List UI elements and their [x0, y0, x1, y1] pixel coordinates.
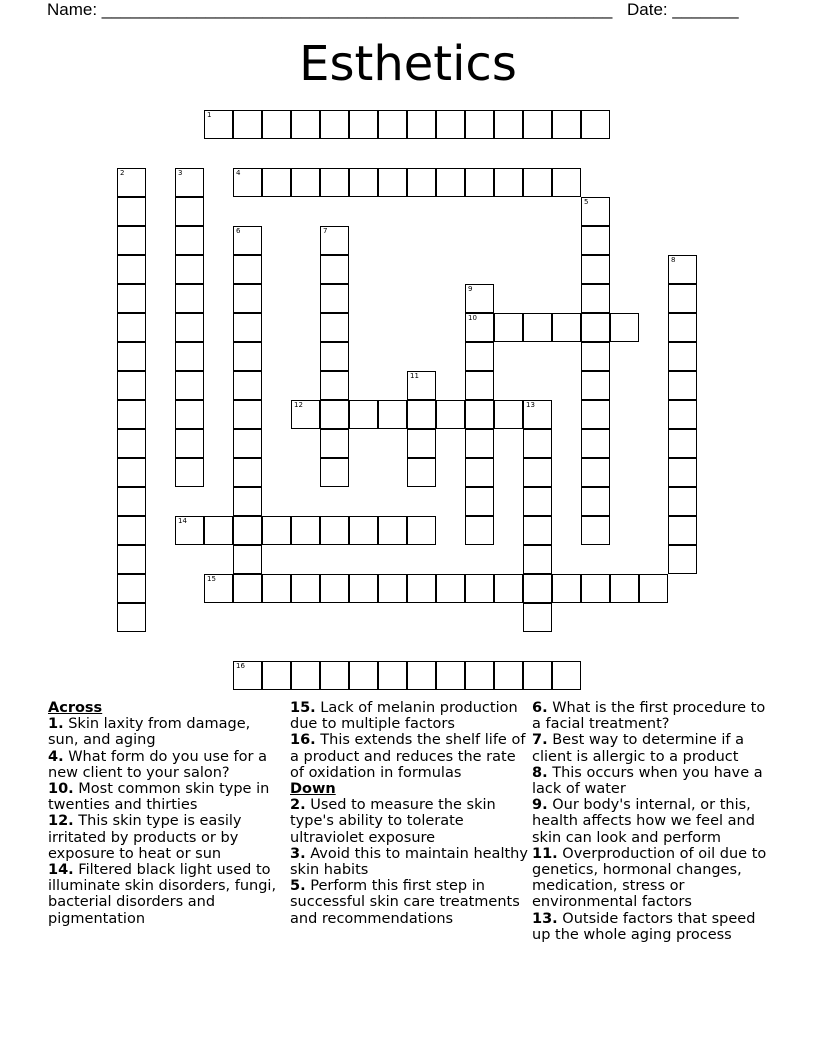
down-clue: 3. Avoid this to maintain healthy skin habits — [290, 845, 528, 879]
grid-cell[interactable] — [407, 168, 436, 197]
grid-cell[interactable] — [262, 168, 291, 197]
grid-cell[interactable] — [320, 313, 349, 342]
puzzle-title: Esthetics — [299, 36, 517, 92]
clue-number: 10 — [468, 314, 477, 322]
grid-cell[interactable] — [320, 168, 349, 197]
grid-cell[interactable] — [465, 371, 494, 400]
grid-cell[interactable] — [552, 168, 581, 197]
grid-cell[interactable] — [204, 110, 233, 139]
grid-cell[interactable] — [581, 197, 610, 226]
across-clue: 1. Skin laxity from damage, sun, and aging — [48, 716, 251, 749]
clues-column-2 — [290, 700, 528, 927]
grid-cell[interactable] — [378, 661, 407, 690]
grid-cell[interactable] — [407, 429, 436, 458]
across-clue: 15. Lack of melanin production due to multiple factors — [290, 700, 518, 733]
clue-number: 12 — [294, 401, 303, 409]
grid-cell[interactable] — [320, 110, 349, 139]
grid-cell[interactable] — [262, 661, 291, 690]
grid-cell[interactable] — [291, 110, 320, 139]
grid-cell[interactable] — [233, 110, 262, 139]
grid-cell[interactable] — [494, 400, 523, 429]
grid-cell[interactable] — [523, 574, 552, 603]
down-heading: Down — [290, 781, 336, 798]
clue-number: 9 — [468, 285, 473, 293]
grid-cell[interactable] — [117, 168, 146, 197]
grid-cell[interactable] — [407, 458, 436, 487]
grid-cell[interactable] — [349, 574, 378, 603]
grid-cell[interactable] — [581, 400, 610, 429]
grid-cell[interactable] — [407, 516, 436, 545]
grid-cell[interactable] — [523, 458, 552, 487]
grid-cell[interactable] — [349, 661, 378, 690]
across-clue: 4. What form do you use for a new client to your salon? — [48, 748, 267, 781]
clue-number: 11 — [410, 372, 419, 380]
grid-cell[interactable] — [117, 487, 146, 516]
grid-cell[interactable] — [378, 400, 407, 429]
grid-cell[interactable] — [523, 487, 552, 516]
grid-cell[interactable] — [320, 284, 349, 313]
grid-cell[interactable] — [262, 516, 291, 545]
grid-cell[interactable] — [668, 255, 697, 284]
grid-cell[interactable] — [117, 458, 146, 487]
grid-cell[interactable] — [436, 574, 465, 603]
clues-column-3 — [532, 700, 772, 943]
across-clue: 16. This extends the shelf life of a product and reduces the rate of oxidation in formulas — [290, 732, 526, 781]
grid-cell[interactable] — [233, 516, 262, 545]
grid-cell[interactable] — [436, 110, 465, 139]
grid-cell[interactable] — [233, 255, 262, 284]
grid-cell[interactable] — [233, 400, 262, 429]
grid-cell[interactable] — [668, 429, 697, 458]
clue-number: 13 — [526, 401, 535, 409]
grid-cell[interactable] — [349, 516, 378, 545]
clue-number: 6 — [236, 227, 241, 235]
grid-cell[interactable] — [233, 284, 262, 313]
grid-cell[interactable] — [117, 226, 146, 255]
grid-cell[interactable] — [233, 371, 262, 400]
grid-cell[interactable] — [175, 458, 204, 487]
grid-cell[interactable] — [117, 545, 146, 574]
grid-cell[interactable] — [465, 342, 494, 371]
grid-cell[interactable] — [262, 574, 291, 603]
clue-number: 15 — [207, 575, 216, 583]
grid-cell[interactable] — [233, 458, 262, 487]
grid-cell[interactable] — [175, 429, 204, 458]
grid-cell[interactable] — [117, 284, 146, 313]
grid-cell[interactable] — [639, 574, 668, 603]
clues-column-1 — [48, 700, 278, 927]
grid-cell[interactable] — [117, 574, 146, 603]
grid-cell[interactable] — [175, 342, 204, 371]
grid-cell[interactable] — [320, 255, 349, 284]
grid-cell[interactable] — [291, 400, 320, 429]
clue-number: 16 — [236, 662, 245, 670]
grid-cell[interactable] — [117, 371, 146, 400]
grid-cell[interactable] — [668, 313, 697, 342]
date-field-line: Date: _______ — [627, 0, 739, 19]
grid-cell[interactable] — [320, 342, 349, 371]
down-clue: 13. Outside factors that speed up the whole aging process — [532, 910, 756, 943]
grid-cell[interactable] — [407, 371, 436, 400]
grid-cell[interactable] — [436, 661, 465, 690]
grid-cell[interactable] — [378, 110, 407, 139]
grid-cell[interactable] — [581, 574, 610, 603]
grid-cell[interactable] — [668, 284, 697, 313]
clue-number: 1 — [207, 111, 212, 119]
grid-cell[interactable] — [465, 661, 494, 690]
across-clue: 10. Most common skin type in twenties and thirties — [48, 781, 270, 814]
grid-cell[interactable] — [465, 284, 494, 313]
grid-cell[interactable] — [117, 429, 146, 458]
grid-cell[interactable] — [117, 342, 146, 371]
across-clue: 14. Filtered black light used to illuminate skin disorders, fungi, bacterial disorders and pigmentation — [48, 862, 277, 927]
grid-cell[interactable] — [117, 603, 146, 632]
grid-cell[interactable] — [204, 516, 233, 545]
grid-cell[interactable] — [320, 429, 349, 458]
clue-number: 8 — [671, 256, 676, 264]
down-clue: 8. This occurs when you have a lack of water — [532, 764, 763, 798]
grid-cell[interactable] — [407, 661, 436, 690]
grid-cell[interactable] — [494, 313, 523, 342]
grid-cell[interactable] — [175, 371, 204, 400]
grid-cell[interactable] — [581, 313, 610, 342]
grid-cell[interactable] — [233, 661, 262, 690]
grid-cell[interactable] — [581, 458, 610, 487]
grid-cell[interactable] — [204, 574, 233, 603]
grid-cell[interactable] — [523, 168, 552, 197]
down-clue: 5. Perform this first step in successful skin care treatments and recommendations — [290, 878, 520, 927]
grid-cell[interactable] — [552, 110, 581, 139]
grid-cell[interactable] — [668, 371, 697, 400]
grid-cell[interactable] — [523, 313, 552, 342]
grid-cell[interactable] — [668, 458, 697, 487]
grid-cell[interactable] — [581, 255, 610, 284]
grid-cell[interactable] — [320, 458, 349, 487]
grid-cell[interactable] — [175, 226, 204, 255]
grid-cell[interactable] — [233, 342, 262, 371]
grid-cell[interactable] — [175, 255, 204, 284]
grid-cell[interactable] — [262, 110, 291, 139]
grid-cell[interactable] — [117, 516, 146, 545]
grid-cell[interactable] — [610, 313, 639, 342]
grid-cell[interactable] — [175, 197, 204, 226]
grid-cell[interactable] — [523, 516, 552, 545]
grid-cell[interactable] — [320, 226, 349, 255]
grid-cell[interactable] — [581, 516, 610, 545]
grid-cell[interactable] — [581, 429, 610, 458]
grid-cell[interactable] — [523, 545, 552, 574]
grid-cell[interactable] — [465, 110, 494, 139]
grid-cell[interactable] — [668, 487, 697, 516]
grid-cell[interactable] — [610, 574, 639, 603]
grid-cell[interactable] — [523, 110, 552, 139]
clue-number: 14 — [178, 517, 187, 525]
grid-cell[interactable] — [552, 574, 581, 603]
grid-cell[interactable] — [581, 284, 610, 313]
grid-cell[interactable] — [436, 168, 465, 197]
grid-cell[interactable] — [320, 661, 349, 690]
grid-cell[interactable] — [291, 574, 320, 603]
grid-cell[interactable] — [175, 313, 204, 342]
grid-cell[interactable] — [668, 400, 697, 429]
grid-cell[interactable] — [233, 313, 262, 342]
grid-cell[interactable] — [378, 516, 407, 545]
grid-cell[interactable] — [552, 661, 581, 690]
down-clue: 7. Best way to determine if a client is allergic to a product — [532, 732, 744, 765]
grid-cell[interactable] — [465, 487, 494, 516]
grid-cell[interactable] — [465, 313, 494, 342]
clue-number: 5 — [584, 198, 589, 206]
grid-cell[interactable] — [117, 313, 146, 342]
grid-cell[interactable] — [175, 284, 204, 313]
grid-cell[interactable] — [465, 516, 494, 545]
grid-cell[interactable] — [349, 168, 378, 197]
grid-cell[interactable] — [320, 400, 349, 429]
grid-cell[interactable] — [291, 661, 320, 690]
grid-cell[interactable] — [523, 429, 552, 458]
grid-cell[interactable] — [291, 516, 320, 545]
grid-cell[interactable] — [349, 400, 378, 429]
grid-cell[interactable] — [668, 545, 697, 574]
across-clue: 12. This skin type is easily irritated by products or by exposure to heat or sun — [48, 813, 242, 862]
grid-cell[interactable] — [494, 110, 523, 139]
grid-cell[interactable] — [668, 516, 697, 545]
name-field-line: Name: ______________________________________________________ — [47, 0, 613, 19]
grid-cell[interactable] — [175, 168, 204, 197]
grid-cell[interactable] — [175, 400, 204, 429]
grid-cell[interactable] — [465, 458, 494, 487]
grid-cell[interactable] — [320, 371, 349, 400]
grid-cell[interactable] — [465, 168, 494, 197]
grid-cell[interactable] — [581, 371, 610, 400]
grid-cell[interactable] — [320, 574, 349, 603]
grid-cell[interactable] — [494, 168, 523, 197]
grid-cell[interactable] — [233, 487, 262, 516]
grid-cell[interactable] — [494, 661, 523, 690]
grid-cell[interactable] — [581, 342, 610, 371]
clue-number: 4 — [236, 169, 241, 177]
grid-cell[interactable] — [291, 168, 320, 197]
down-clue: 6. What is the first procedure to a facial treatment? — [532, 700, 766, 733]
grid-cell[interactable] — [349, 110, 378, 139]
grid-cell[interactable] — [407, 574, 436, 603]
grid-cell[interactable] — [407, 110, 436, 139]
grid-cell[interactable] — [117, 255, 146, 284]
grid-cell[interactable] — [117, 197, 146, 226]
grid-cell[interactable] — [233, 545, 262, 574]
grid-cell[interactable] — [523, 603, 552, 632]
clue-number: 7 — [323, 227, 328, 235]
grid-cell[interactable] — [465, 400, 494, 429]
grid-cell[interactable] — [436, 400, 465, 429]
grid-cell[interactable] — [407, 400, 436, 429]
grid-cell[interactable] — [523, 661, 552, 690]
grid-cell[interactable] — [233, 168, 262, 197]
grid-cell[interactable] — [378, 168, 407, 197]
clue-number: 2 — [120, 169, 125, 177]
grid-cell[interactable] — [465, 574, 494, 603]
grid-cell[interactable] — [378, 574, 407, 603]
across-heading: Across — [48, 700, 103, 716]
grid-cell[interactable] — [581, 110, 610, 139]
grid-cell[interactable] — [465, 429, 494, 458]
grid-cell[interactable] — [552, 313, 581, 342]
grid-cell[interactable] — [117, 400, 146, 429]
down-clue: 11. Overproduction of oil due to genetics, hormonal changes, medication, stress or environmental factors — [532, 845, 767, 911]
clue-number: 3 — [178, 169, 183, 177]
grid-cell[interactable] — [175, 516, 204, 545]
grid-cell[interactable] — [523, 400, 552, 429]
grid-cell[interactable] — [494, 574, 523, 603]
grid-cell[interactable] — [581, 487, 610, 516]
grid-cell[interactable] — [668, 342, 697, 371]
down-clue: 9. Our body's internal, or this, health affects how we feel and skin can look and perform — [532, 797, 755, 846]
grid-cell[interactable] — [320, 516, 349, 545]
grid-cell[interactable] — [581, 226, 610, 255]
down-clue: 2. Used to measure the skin type's ability to tolerate ultraviolet exposure — [290, 797, 496, 846]
grid-cell[interactable] — [233, 429, 262, 458]
grid-cell[interactable] — [233, 574, 262, 603]
grid-cell[interactable] — [233, 226, 262, 255]
